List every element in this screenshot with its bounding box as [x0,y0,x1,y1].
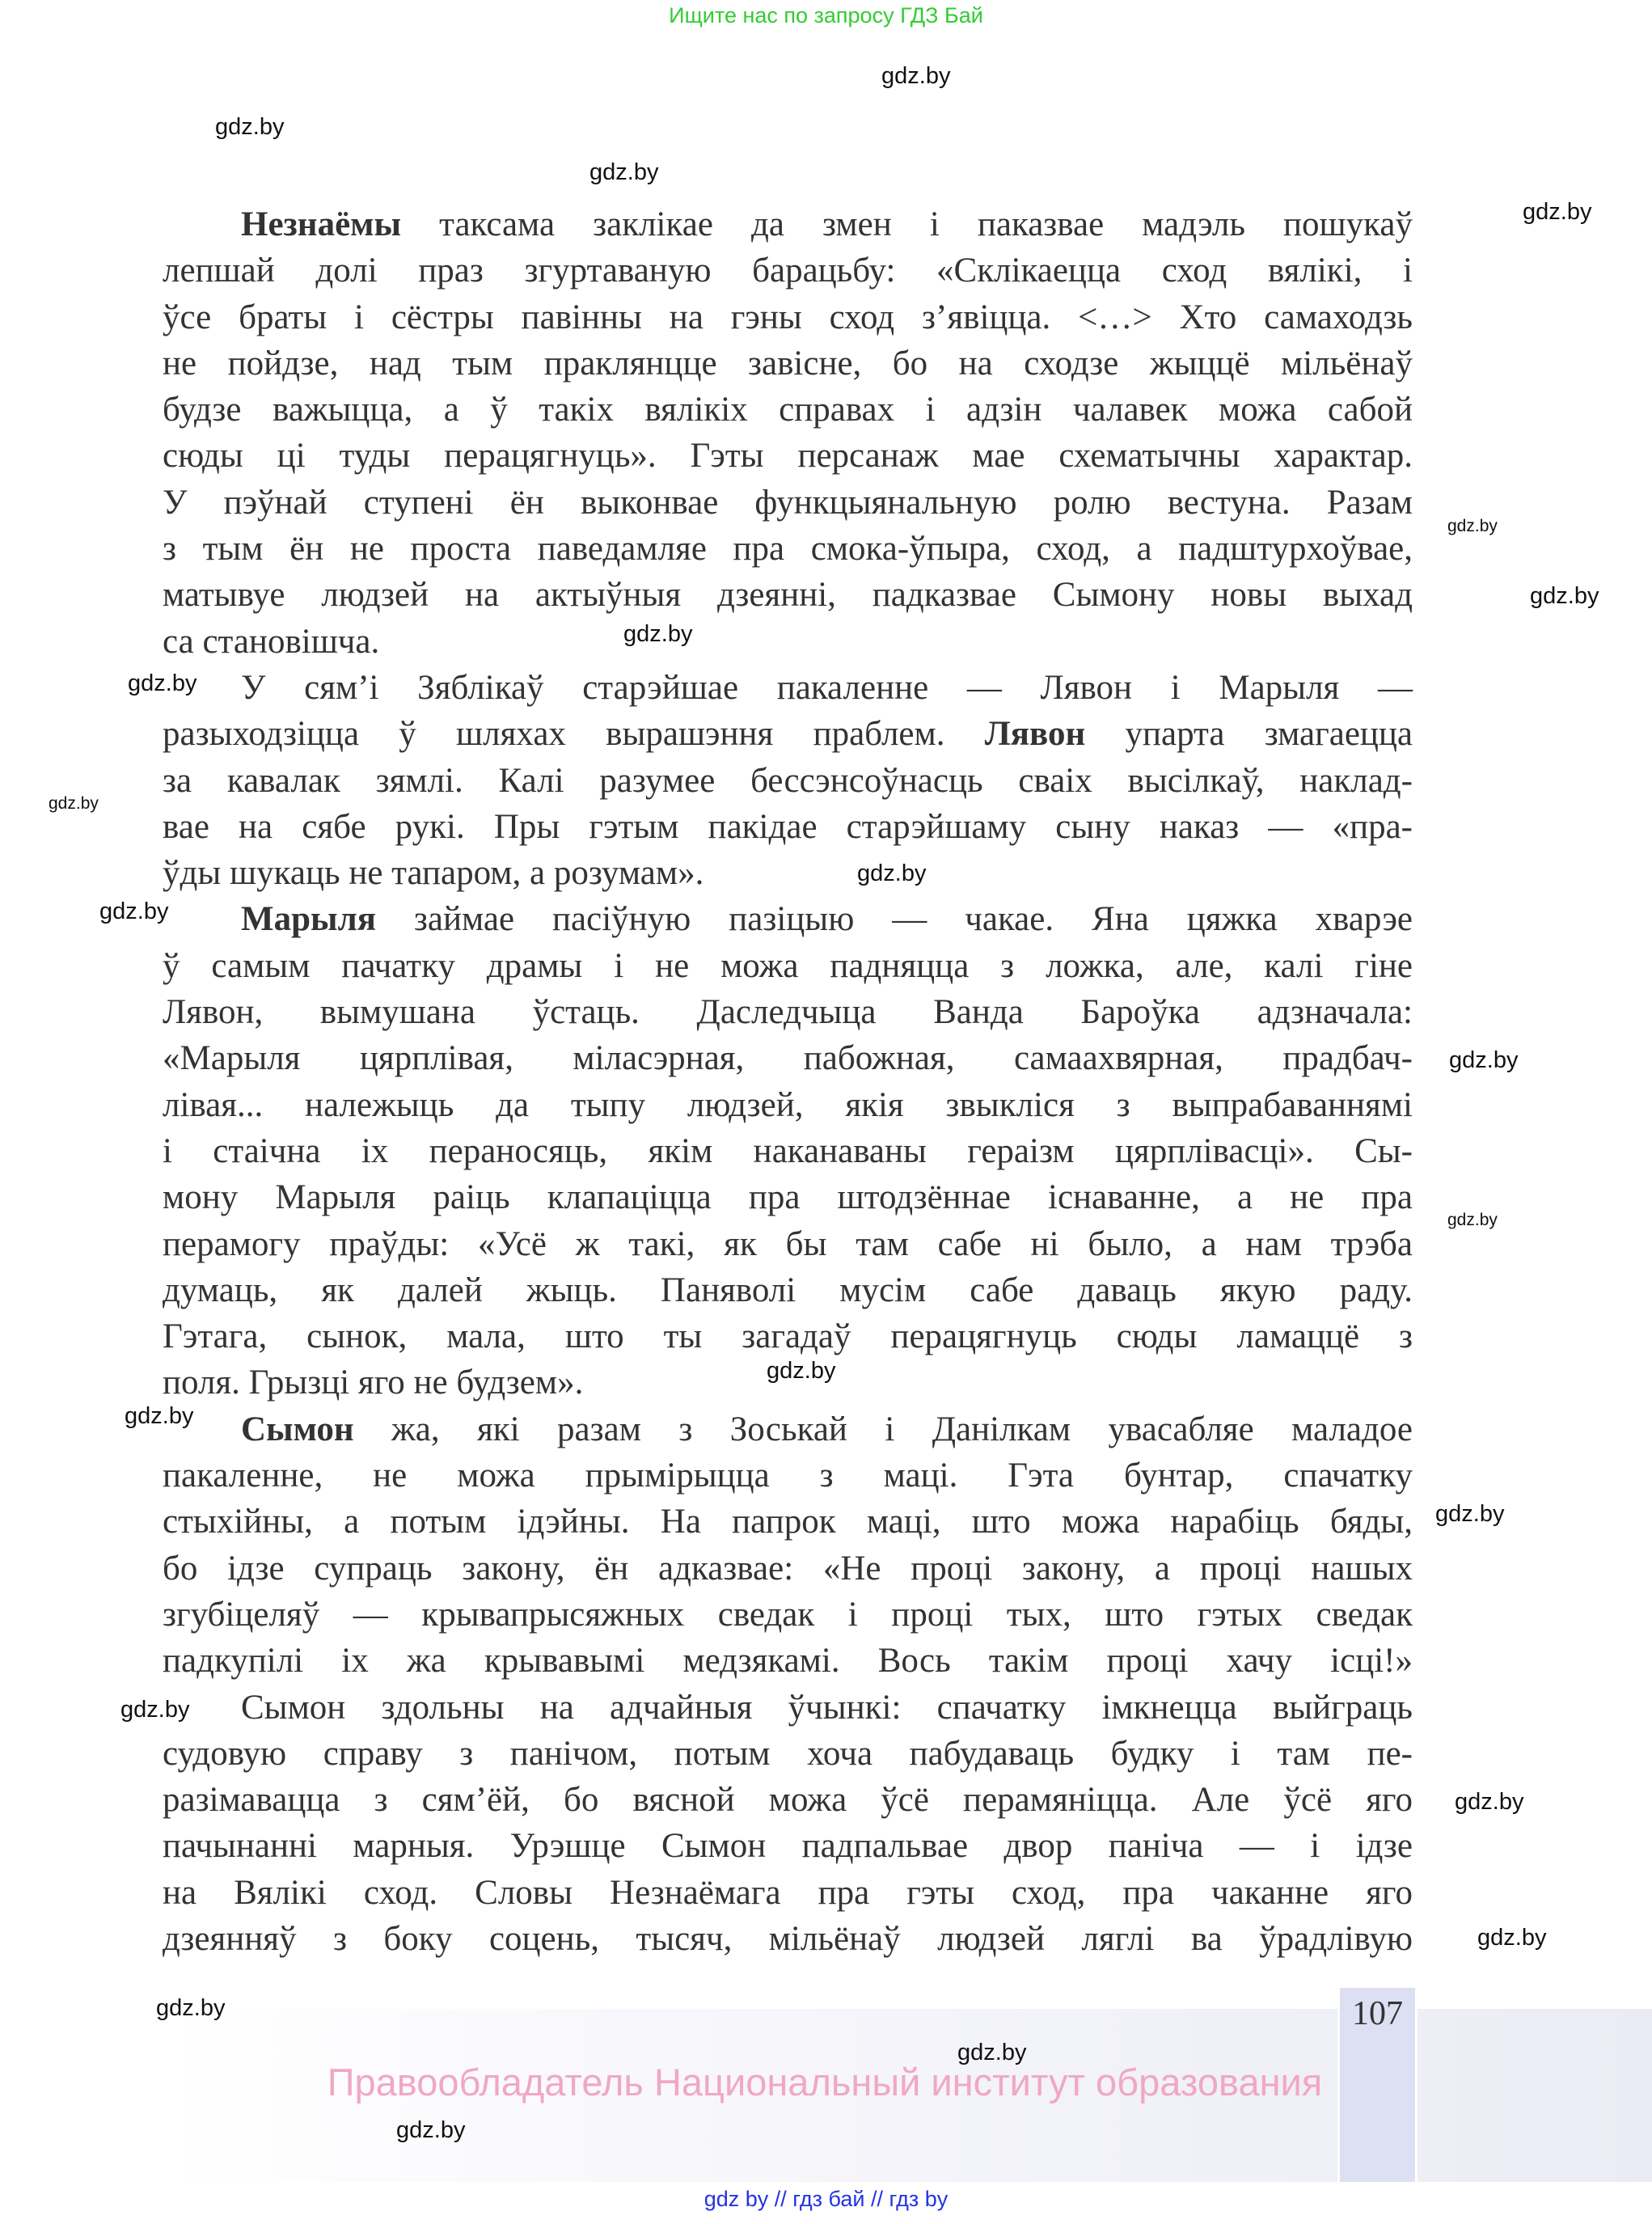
text-line [163,1916,1413,1962]
text-line [163,989,1413,1035]
text-segment: мону Марыля раіць клапаціцца пра штодзённае існаванне, а не пра [163,1178,1413,1217]
text-segment: поля. Грызці яго не будзем». [163,1364,584,1402]
gdz-watermark: gdz.by [128,670,197,696]
text-line [163,1406,1413,1452]
text-segment: матывуе людзей на актыўныя дзеянні, падказвае Сымону новы выхад [163,576,1413,615]
text-segment: Сымон здольны на адчайныя ўчынкі: спачатку імкнецца выйграць [241,1688,1413,1727]
text-line [163,1035,1413,1081]
text-line [163,1823,1413,1869]
text-segment: са становішча. [163,622,380,661]
gdz-watermark: gdz.by [623,621,693,647]
text-segment: Лявон, вымушана ўстаць. Даследчыца Ванда Бароўка адзначала: [163,993,1413,1032]
text-line [163,1267,1413,1313]
text-line [163,433,1413,479]
text-segment: разімавацца з сям’ёй, бо вясной можа ўсё перамяніцца. Але ўсё яго [163,1781,1413,1820]
gdz-watermark: gdz.by [589,159,659,185]
gdz-watermark: gdz.by [1455,1789,1524,1815]
text-segment: згубіцеляў — крывапрысяжных сведак і процi тых, што гэтых сведак [163,1595,1413,1634]
gdz-watermark: gdz.by [1435,1501,1505,1527]
text-segment: таксама заклікае да змен і паказвае мадэль пошукаў [401,205,1413,243]
text-segment: з тым ён не проста паведамляе пра смока-ўпыра, сход, а падштурхоўвае, [163,530,1413,569]
gdz-watermark: gdz.by [881,63,951,89]
text-line [163,758,1413,804]
bold-name: Марыля [241,900,376,939]
text-line [163,1499,1413,1545]
gdz-watermark: gdz.by [99,898,169,924]
text-segment: Гэтага, сынок, мала, што ты загадаў перацягнуць сюды ламаццё з [163,1317,1413,1356]
text-segment: ўсе браты і сёстры павінны на гэны сход з’явіцца. <…> Хто самаходзь [163,298,1413,336]
text-line [163,340,1413,387]
text-segment: вае на сябе рукі. Пры гэтым пакідае старэйшаму сыну наказ — «пра- [163,807,1413,846]
text-segment: дзеянняў з боку соцень, тысяч, мільёнаў людзей ляглі ва ўрадлівую [163,1919,1413,1958]
text-segment: ўды шукаць не тапаром, а розумам». [163,854,704,893]
text-line [163,850,1413,896]
gdz-watermark: gdz.by [120,1697,190,1723]
text-segment: У пэўнай ступені ён выконвае функцыянальную ролю вестуна. Разам [163,483,1413,522]
text-segment: лівая... належыць да тыпу людзей, якія звыкліся з выпрабаваннямі [163,1085,1413,1124]
gdz-watermark: gdz.by [1530,583,1599,609]
text-line [163,711,1413,757]
text-segment: думаць, як далей жыць. Паняволі мусім сабе даваць якую раду. [163,1271,1413,1309]
text-line [163,526,1413,572]
text-line [163,1638,1413,1684]
text-segment: перамогу праўды: «Усё ж такі, як бы там сабе ні было, а нам трэба [163,1224,1413,1263]
text-line [163,1452,1413,1499]
text-segment: будзе важыцца, а ў такіх вялікіх справах і адзін чалавек можа сабой [163,391,1413,429]
text-line [163,387,1413,433]
text-segment: разыходзіцца ў шляхах вырашэння праблем. [163,715,985,754]
gdz-watermark: gdz.by [125,1403,194,1429]
text-line [163,1592,1413,1638]
text-line [163,572,1413,618]
search-banner[interactable]: Ищите нас по запросу ГДЗ Бай [669,3,983,27]
text-line [163,619,1413,665]
gdz-watermark: gdz.by [767,1358,836,1384]
gdz-watermark: gdz.by [1523,199,1592,225]
copyright-notice: Правообладатель Национальный институт образования [327,2061,1323,2103]
bold-name: Сымон [241,1410,354,1448]
bold-name: Незнаёмы [241,205,402,243]
text-segment: лепшай долі праз згуртаваную барацьбу: «Склікаецца сход вялікі, і [163,252,1413,290]
text-line [163,1870,1413,1916]
text-line [163,943,1413,989]
page-number: 107 [1352,1995,1403,2032]
gdz-watermark: gdz.by [1447,1211,1498,1229]
gdz-watermark: gdz.by [156,1995,226,2021]
text-segment: падкупілі іх жа крывавымі медзякамі. Вось такім процi хачу ісці!» [163,1642,1413,1681]
text-segment: за кавалак зямлі. Калі разумее бессэнсоўнасць сваіх высілкаў, наклад- [163,761,1413,800]
text-segment: упарта змагаецца [1085,715,1413,754]
text-segment: судовую справу з панічом, потым хоча пабудаваць будку і там пе- [163,1734,1413,1773]
bold-name: Лявон [984,715,1086,754]
text-line [163,480,1413,526]
gdz-watermark: gdz.by [215,114,285,140]
text-segment: стыхійны, а потым ідэйны. На папрок маці, што можа нарабіць бяды, [163,1503,1413,1541]
text-line [163,1174,1413,1220]
text-segment: пакаленне, не можа прымірыцца з маці. Гэта бунтар, спачатку [163,1457,1413,1495]
text-segment: «Марыля цярплівая, міласэрная, пабожная, самаахвярная, прадбач- [163,1039,1413,1078]
text-segment: займае пасіўную пазіцыю — чакае. Яна цяжка хварэе [375,900,1413,939]
footer-links[interactable]: gdz by // гдз бай // гдз by [703,2187,949,2211]
gdz-watermark: gdz.by [1449,1047,1519,1073]
body-text [163,201,1413,1962]
gdz-watermark: gdz.by [49,794,99,813]
gdz-watermark: gdz.by [957,2040,1027,2065]
text-line [163,201,1413,247]
text-line [163,1685,1413,1731]
text-line [163,1731,1413,1777]
text-segment: У сям’і Зяблікаў старэйшае пакаленне — Лявон і Марыля — [241,668,1413,707]
text-line [163,804,1413,850]
text-line [163,294,1413,340]
gdz-watermark: gdz.by [1447,517,1498,535]
text-segment: сюды ці туды перацягнуць». Гэты персанаж мае схематычны характар. [163,437,1413,476]
text-line [163,1221,1413,1267]
text-segment: бо ідзе супраць закону, ён адказвае: «Не процi закону, а процi нашых [163,1549,1413,1588]
text-line [163,1128,1413,1174]
gdz-watermark: gdz.by [857,860,927,886]
text-line [163,1313,1413,1359]
text-segment: не пойдзе, над тым праклянцце завісне, бо на сходзе жыццё мільёнаў [163,344,1413,383]
text-line [163,896,1413,942]
text-line [163,247,1413,294]
gdz-watermark: gdz.by [1477,1925,1547,1951]
text-line [163,1082,1413,1128]
text-segment: на Вялікі сход. Словы Незнаёмага пра гэты сход, пра чаканне яго [163,1873,1413,1912]
text-segment: пачынанні марныя. Урэшце Сымон падпальвае двор паніча — і ідзе [163,1827,1413,1866]
text-line [163,1545,1413,1592]
gdz-watermark: gdz.by [396,2117,466,2143]
text-segment: жа, які разам з Зоськай і Данілкам увасабляе маладое [353,1410,1413,1448]
text-line [163,665,1413,711]
text-line [163,1777,1413,1823]
text-segment: і стаічна іх пераносяць, якім наканаваны гераізм цярплівасці». Сы- [163,1131,1413,1170]
text-segment: ў самым пачатку драмы і не можа падняцца з ложка, але, калі гіне [163,946,1413,985]
